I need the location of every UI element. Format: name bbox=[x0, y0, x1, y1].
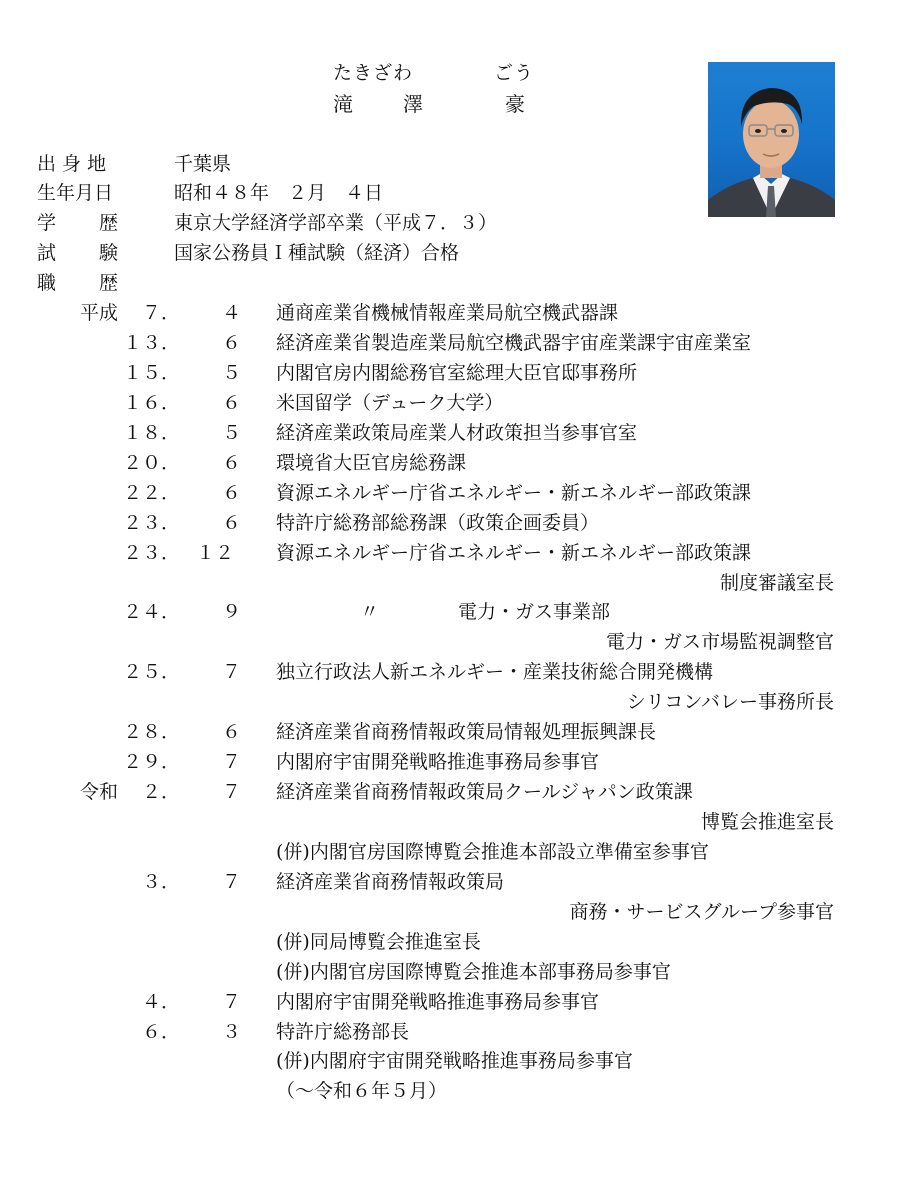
career-year: ２５． bbox=[122, 661, 180, 683]
career-text-continued: 博覧会推進室長 bbox=[700, 811, 834, 833]
value-birthplace: 千葉県 bbox=[174, 153, 232, 175]
label-exam-1: 試 bbox=[37, 242, 57, 264]
career-text-concurrent: (併)同局博覧会推進室長 bbox=[276, 931, 481, 953]
career-text: 特許庁総務部総務課（政策企画委員） bbox=[276, 512, 600, 534]
career-month: ７ bbox=[222, 991, 242, 1013]
career-year: １６． bbox=[122, 392, 180, 414]
value-birthdate: 昭和４８年 ２月 ４日 bbox=[174, 182, 384, 204]
career-year: １８． bbox=[122, 422, 180, 444]
career-month: ９ bbox=[222, 601, 242, 623]
career-text: 特許庁総務部長 bbox=[276, 1021, 410, 1043]
name-kanji-given: 豪 bbox=[505, 92, 525, 116]
name-kanji-family-2: 澤 bbox=[403, 92, 423, 116]
career-month: ６ bbox=[222, 512, 242, 534]
value-exam: 国家公務員Ｉ種試験（経済）合格 bbox=[174, 242, 460, 264]
value-education: 東京大学経済学部卒業（平成７．３） bbox=[174, 212, 498, 234]
career-year: ７． bbox=[141, 302, 180, 324]
career-text: 経済産業省商務情報政策局クールジャパン政策課 bbox=[276, 781, 693, 803]
career-text-continued: 商務・サービスグループ参事官 bbox=[569, 901, 834, 923]
career-month: ７ bbox=[222, 661, 242, 683]
career-text-continued: 電力・ガス市場監視調整官 bbox=[605, 631, 834, 653]
label-exam-2: 験 bbox=[99, 242, 119, 264]
career-year: ４． bbox=[141, 991, 180, 1013]
career-month: ５ bbox=[222, 422, 242, 444]
career-year: ２． bbox=[141, 781, 180, 803]
career-text-concurrent: (併)内閣官房国際博覧会推進本部事務局参事官 bbox=[276, 961, 671, 983]
label-birthplace: 出 身 地 bbox=[37, 153, 107, 175]
career-text-continued: 制度審議室長 bbox=[719, 572, 834, 594]
label-career-2: 歴 bbox=[99, 272, 119, 294]
label-education-1: 学 bbox=[37, 212, 57, 234]
career-text: 経済産業省製造産業局航空機武器宇宙産業課宇宙産業室 bbox=[276, 332, 752, 354]
career-month: ５ bbox=[222, 362, 242, 384]
career-text: 内閣官房内閣総務官室総理大臣官邸事務所 bbox=[276, 362, 638, 384]
name-kanji-family-1: 滝 bbox=[333, 92, 353, 116]
career-year: ２８． bbox=[122, 721, 180, 743]
portrait-illustration bbox=[708, 62, 835, 217]
career-year: ３． bbox=[141, 871, 180, 893]
career-text: 経済産業政策局産業人材政策担当参事官室 bbox=[276, 422, 638, 444]
career-month: ７ bbox=[222, 751, 242, 773]
career-text: 経済産業省商務情報政策局情報処理振興課長 bbox=[276, 721, 657, 743]
career-year: ２０． bbox=[122, 452, 180, 474]
career-month: ６ bbox=[222, 482, 242, 504]
era-heisei: 平成 bbox=[80, 302, 119, 324]
name-kana-given: ごう bbox=[494, 62, 535, 84]
career-month: ４ bbox=[222, 302, 242, 324]
career-month: ３ bbox=[222, 1021, 242, 1043]
career-text: 電力・ガス事業部 bbox=[458, 601, 611, 623]
career-year: ２２． bbox=[122, 482, 180, 504]
career-month: ６ bbox=[222, 452, 242, 474]
career-month: ６ bbox=[222, 721, 242, 743]
career-year: ２３． bbox=[122, 542, 180, 564]
label-career-1: 職 bbox=[37, 272, 57, 294]
career-text-note: （～令和６年５月） bbox=[276, 1080, 448, 1102]
career-year: １３． bbox=[122, 332, 180, 354]
career-month: １２ bbox=[196, 542, 235, 564]
label-birthdate: 生年月日 bbox=[37, 182, 114, 204]
label-education-2: 歴 bbox=[99, 212, 119, 234]
career-text: 内閣府宇宙開発戦略推進事務局参事官 bbox=[276, 751, 600, 773]
career-text: 通商産業省機械情報産業局航空機武器課 bbox=[276, 302, 619, 324]
career-text: 米国留学（デューク大学） bbox=[276, 392, 504, 414]
career-year: ２３． bbox=[122, 512, 180, 534]
career-month: ７ bbox=[222, 871, 242, 893]
career-year: ２４． bbox=[122, 601, 180, 623]
career-year: ２９． bbox=[122, 751, 180, 773]
era-reiwa: 令和 bbox=[80, 781, 119, 803]
career-year: ６． bbox=[141, 1021, 180, 1043]
career-text: 経済産業省商務情報政策局 bbox=[276, 871, 505, 893]
career-text-continued: シリコンバレー事務所長 bbox=[626, 691, 834, 713]
career-text: 独立行政法人新エネルギー・産業技術総合開発機構 bbox=[276, 661, 714, 683]
portrait-photo bbox=[708, 62, 835, 217]
name-kana-family: たきざわ bbox=[333, 62, 414, 84]
career-year: １５． bbox=[122, 362, 180, 384]
career-text: 環境省大臣官房総務課 bbox=[276, 452, 467, 474]
career-ditto-mark: 〃 bbox=[360, 601, 380, 623]
career-month: ６ bbox=[222, 392, 242, 414]
career-month: ６ bbox=[222, 332, 242, 354]
career-text-concurrent: (併)内閣府宇宙開発戦略推進事務局参事官 bbox=[276, 1050, 633, 1072]
career-text: 内閣府宇宙開発戦略推進事務局参事官 bbox=[276, 991, 600, 1013]
career-text-concurrent: (併)内閣官房国際博覧会推進本部設立準備室参事官 bbox=[276, 841, 709, 863]
career-month: ７ bbox=[222, 781, 242, 803]
career-text: 資源エネルギー庁省エネルギー・新エネルギー部政策課 bbox=[276, 542, 752, 564]
career-text: 資源エネルギー庁省エネルギー・新エネルギー部政策課 bbox=[276, 482, 752, 504]
